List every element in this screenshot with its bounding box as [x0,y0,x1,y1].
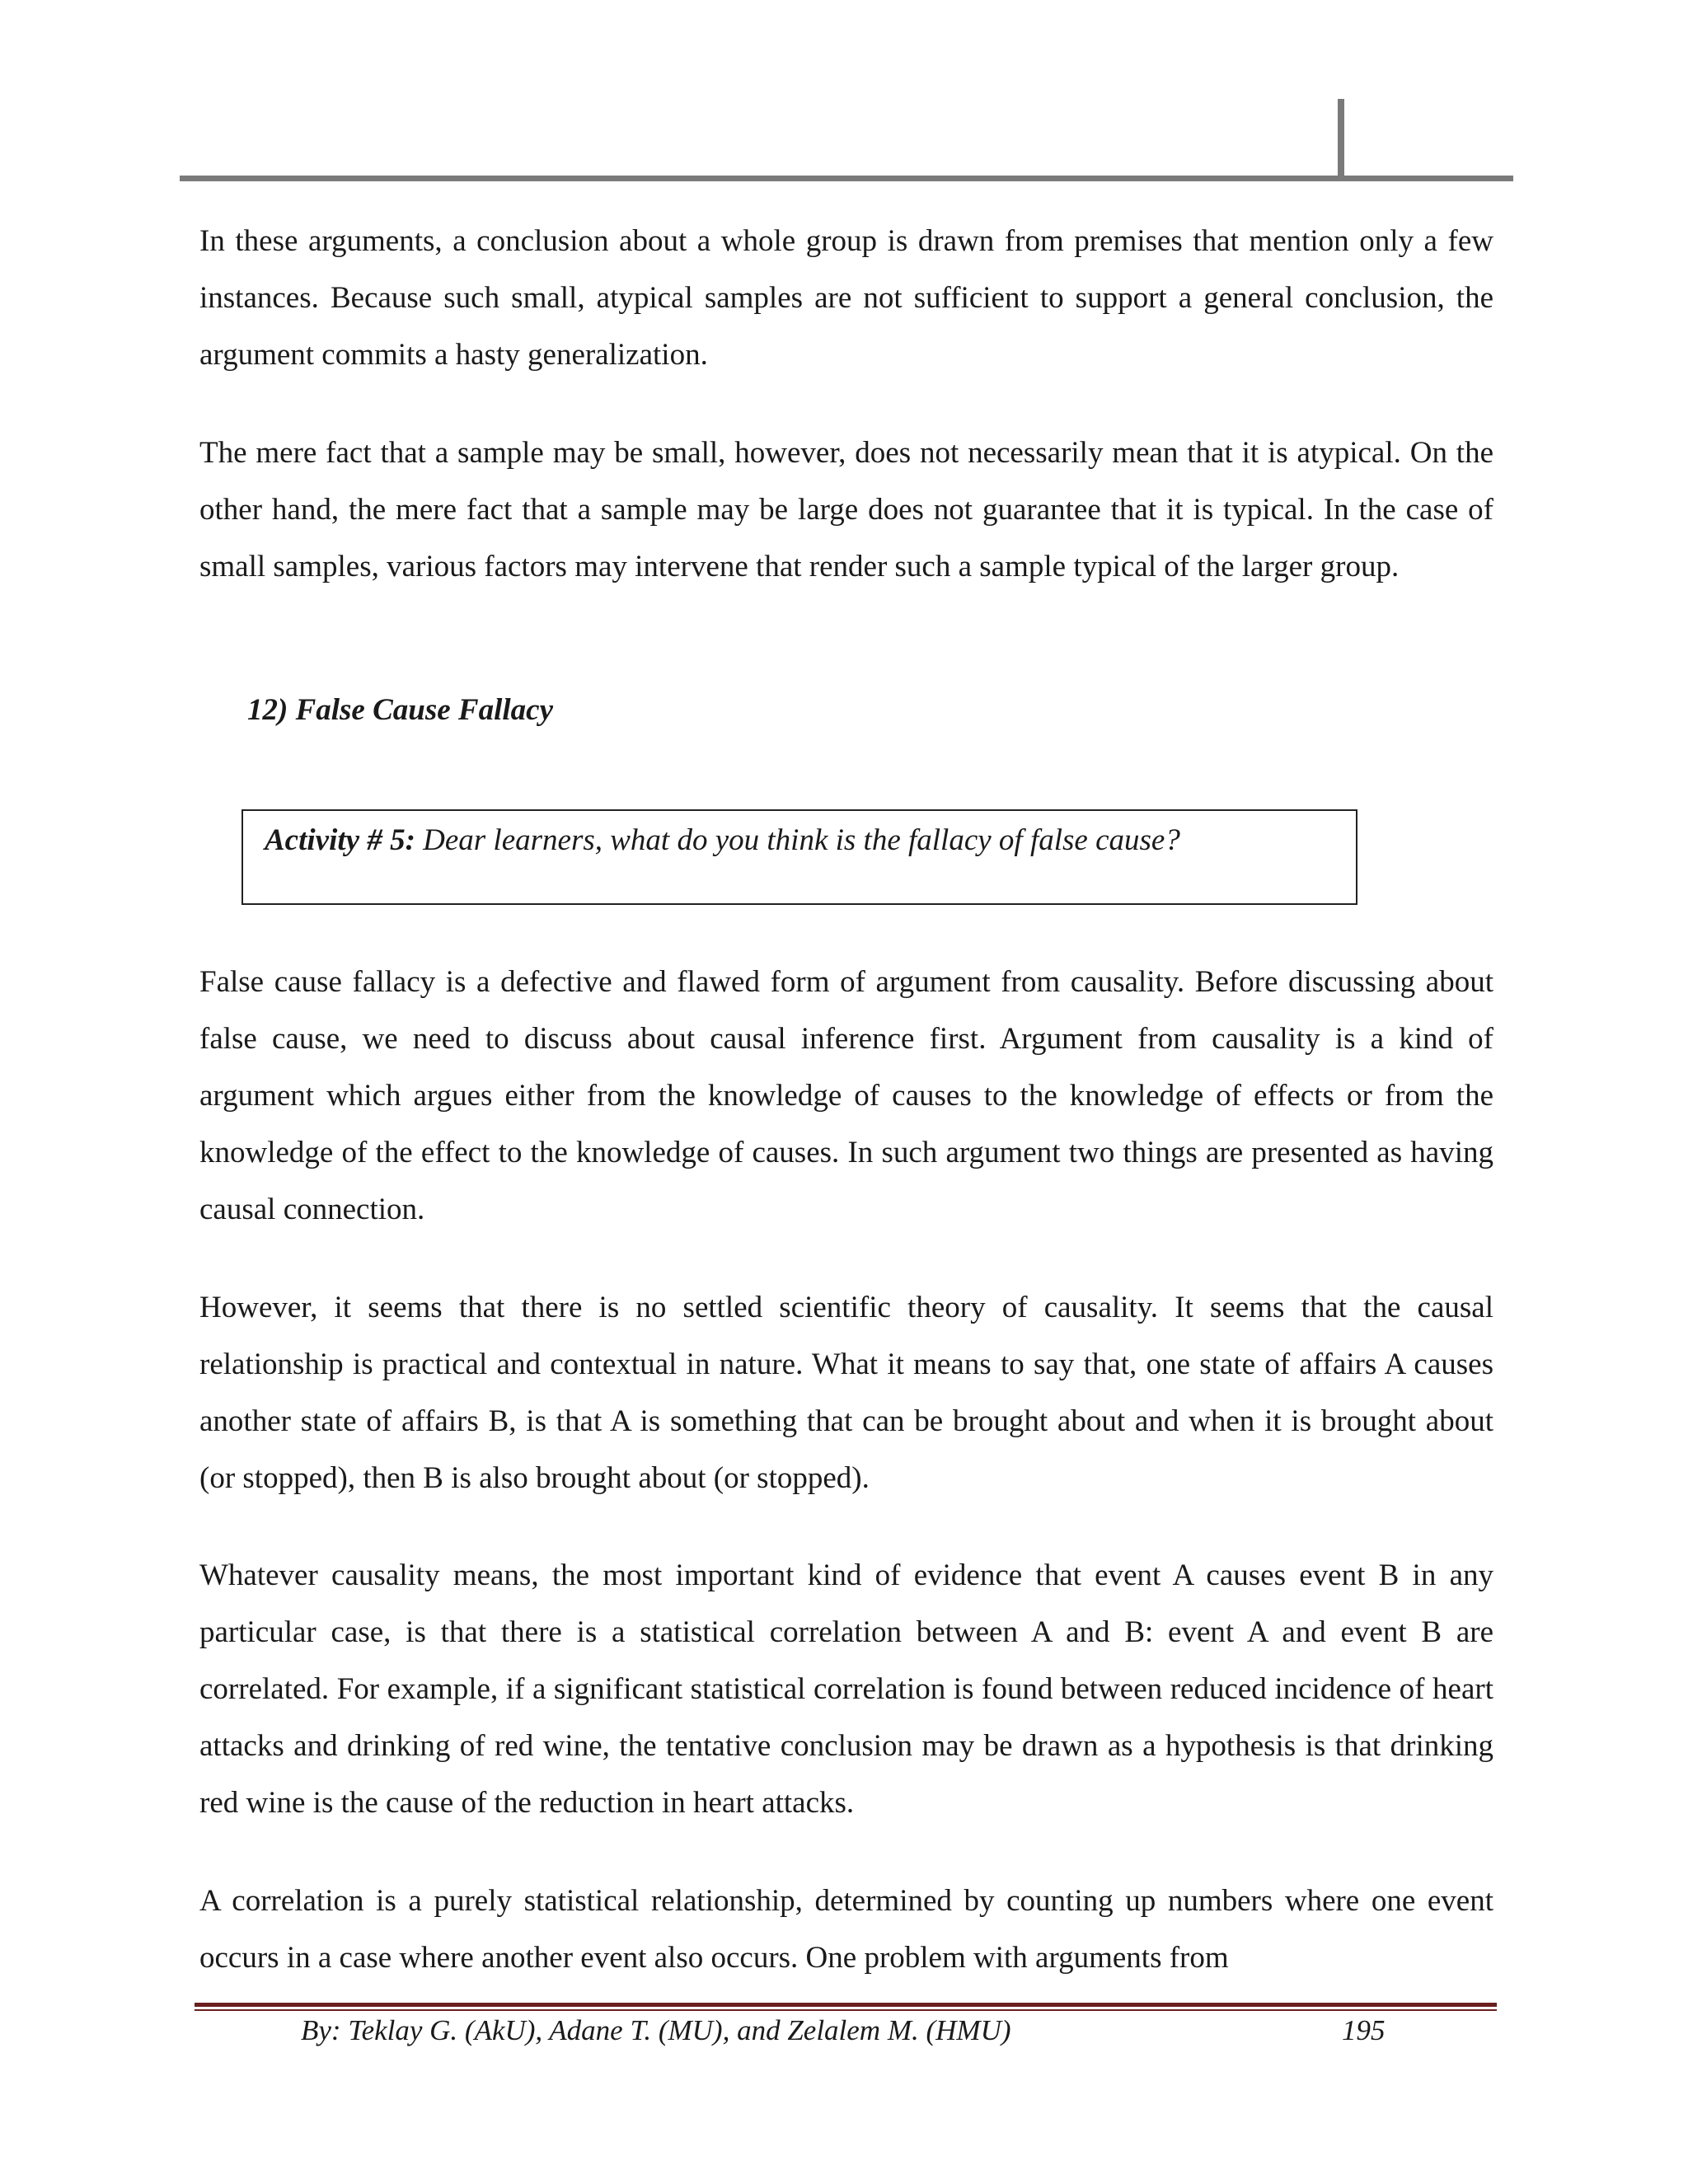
page-number: 195 [1342,2014,1386,2046]
paragraph-correlation-evidence: Whatever causality means, the most important kind of evidence that event A causes event B in any particular case, is that there is a statistical correlation between A and B: event A and event B are correlated. For example, if a significant statistical correlation is found between reduced incidence of heart attacks and drinking of red wine, the tentative conclusion may be drawn as a hypothesis is that drinking red wine is the cause of the reduction in heart attacks. [199,1558,1493,1820]
activity-text [265,823,1180,858]
activity-question: Dear learners, what do you think is the fallacy of false cause? [415,823,1180,857]
paragraph-sample-size: The mere fact that a sample may be small, however, does not necessarily mean that it is atypical. On the other hand, the mere fact that a sample may be large does not guarantee that it is typical. In the case of small samples, various factors may intervene that render such a sample typical of the larger group. [199,436,1493,583]
activity-box [241,809,1357,905]
footer-rule-thick [195,2003,1497,2007]
paragraph-correlation-definition: A correlation is a purely statistical relationship, determined by counting up numbers where one event occurs in a case where another event also occurs. One problem with arguments from [199,1884,1493,1975]
paragraph-causality-theory: However, it seems that there is no settled scientific theory of causality. It seems that the causal relationship is practical and contextual in nature. What it means to say that, one state of affairs A causes another state of affairs B, is that A is something that can be brought about and when it is brought about (or stopped), then B is also brought about (or stopped). [199,1291,1493,1495]
footer-rule-thin [195,2009,1497,2011]
header-rule [180,176,1513,181]
section-heading: 12) False Cause Fallacy [247,693,554,727]
paragraph-false-cause-definition: False cause fallacy is a defective and flawed form of argument from causality. Before discussing about false cause, we need to discuss about causal inference first. Argument from causality is a kind of argument which argues either from the knowledge of causes to the knowledge of effects or from the knowledge of the effect to the knowledge of causes. In such argument two things are presented as having causal connection. [199,965,1493,1226]
paragraph-hasty-generalization: In these arguments, a conclusion about a whole group is drawn from premises that mention only a few instances. Because such small, atypical samples are not sufficient to support a general conclusion, the argument commits a hasty generalization. [199,224,1493,372]
activity-label: Activity # 5: [265,823,415,857]
header-tick-mark [1338,99,1344,180]
footer-authors: By: Teklay G. (AkU), Adane T. (MU), and Zelalem M. (HMU) [301,2014,1011,2046]
